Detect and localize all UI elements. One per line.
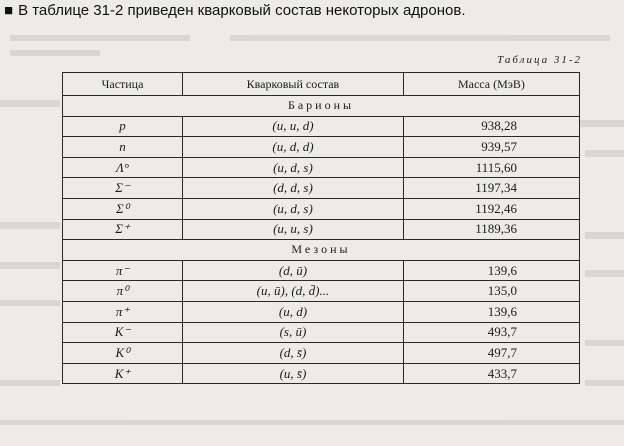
section-title: Барионы [63, 96, 580, 117]
mass-cell: 1192,46 [403, 198, 579, 219]
particle-cell: Λ° [63, 157, 183, 178]
table-row [63, 260, 580, 281]
table-row [63, 343, 580, 364]
mass-cell: 135,0 [403, 281, 579, 302]
particle-cell: π⁻ [63, 260, 183, 281]
particle-cell: Σ⁻ [63, 178, 183, 199]
particle-cell: K⁰ [63, 343, 183, 364]
particle-cell: n [63, 137, 183, 158]
table-row [63, 137, 580, 158]
table-row [63, 198, 580, 219]
table-caption: Таблица 31-2 [497, 54, 582, 66]
table-row [63, 219, 580, 240]
particle-cell: Σ⁺ [63, 219, 183, 240]
section-row [63, 96, 580, 117]
mass-cell: 939,57 [403, 137, 579, 158]
composition-cell: (u, u, d) [183, 116, 404, 137]
column-header-composition: Кварковый состав [183, 73, 404, 96]
mass-cell: 493,7 [403, 322, 579, 343]
composition-cell: (u, u, s) [183, 219, 404, 240]
intro-sentence [4, 2, 466, 19]
particle-cell: p [63, 116, 183, 137]
table-header-row [63, 73, 580, 96]
table-row [63, 116, 580, 137]
mass-cell: 139,6 [403, 260, 579, 281]
particle-cell: π⁺ [63, 301, 183, 322]
table-row [63, 363, 580, 384]
mass-cell: 1189,36 [403, 219, 579, 240]
particle-cell: K⁻ [63, 322, 183, 343]
table-row [63, 322, 580, 343]
mass-cell: 938,28 [403, 116, 579, 137]
composition-cell: (u, s̄) [183, 363, 404, 384]
table-row [63, 157, 580, 178]
mass-cell: 1115,60 [403, 157, 579, 178]
mass-cell: 139,6 [403, 301, 579, 322]
table-row [63, 178, 580, 199]
quark-composition-table [62, 72, 580, 384]
composition-cell: (s, ū) [183, 322, 404, 343]
particle-cell: K⁺ [63, 363, 183, 384]
mass-cell: 1197,34 [403, 178, 579, 199]
column-header-particle: Частица [63, 73, 183, 96]
composition-cell: (d, s̄) [183, 343, 404, 364]
composition-cell: (u, d) [183, 301, 404, 322]
composition-cell: (u, d, s) [183, 198, 404, 219]
particle-cell: Σ⁰ [63, 198, 183, 219]
composition-cell: (u, d, d) [183, 137, 404, 158]
composition-cell: (d, ū) [183, 260, 404, 281]
bullet-icon: ■ [4, 2, 14, 19]
intro-text: В таблице 31-2 приведен кварковый состав некоторых адронов. [18, 2, 466, 19]
mass-cell: 497,7 [403, 343, 579, 364]
column-header-mass: Масса (МэВ) [403, 73, 579, 96]
table-row [63, 281, 580, 302]
particle-cell: π⁰ [63, 281, 183, 302]
composition-cell: (d, d, s) [183, 178, 404, 199]
table-row [63, 301, 580, 322]
composition-cell: (u, ū), (d, d̄)... [183, 281, 404, 302]
composition-cell: (u, d, s) [183, 157, 404, 178]
section-row [63, 240, 580, 261]
mass-cell: 433,7 [403, 363, 579, 384]
table-body [63, 96, 580, 384]
section-title: Мезоны [63, 240, 580, 261]
